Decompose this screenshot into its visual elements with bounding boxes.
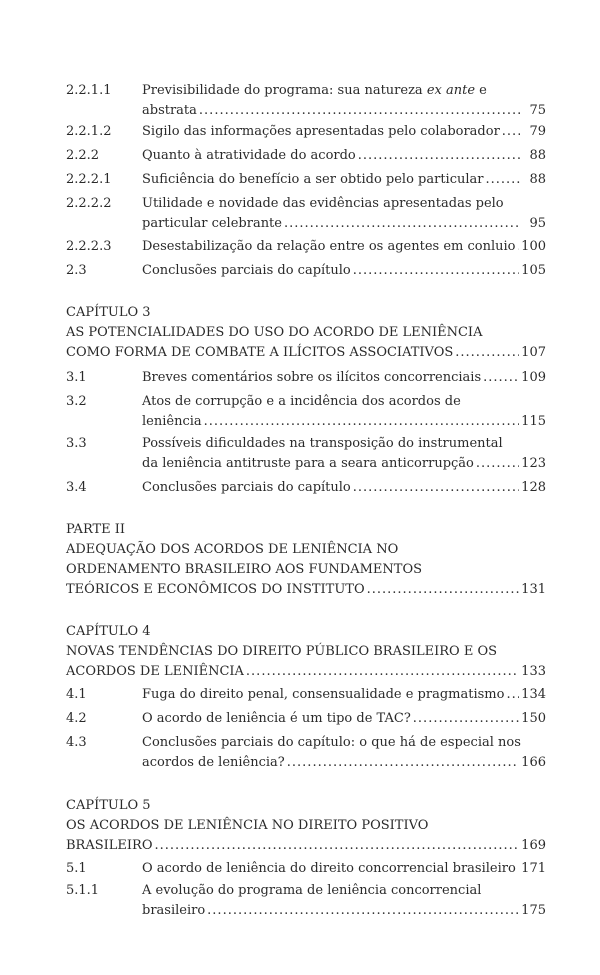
chapter-label: CAPÍTULO 4 [66,624,151,639]
entry-title: A evolução do programa de leniência concorrencial brasileiro ..... 175 [142,881,546,921]
dot-leader [358,146,520,166]
entry-number: 4.3 [66,735,87,750]
entry-title: Conclusões parciais do capítulo: o que há de especial nos acordos de leniência? ..... 166 [142,733,546,773]
entry-title: Conclusões parciais do capítulo ..... 105 [142,261,546,281]
entry-title: Conclusões parciais do capítulo ..... 128 [142,478,546,498]
page-number: 109 [521,370,546,385]
page-number: 79 [529,124,546,139]
chapter-label: CAPÍTULO 3 [66,305,151,320]
entry-number: 2.3 [66,263,87,278]
entry-title: Suficiência do benefício a ser obtido pelo particular ..... 88 [142,170,546,190]
entry-number: 4.2 [66,711,87,726]
dot-leader [199,101,520,121]
entry-title: Atos de corrupção e a incidência dos acordos de leniência ..... 115 [142,392,546,432]
entry-title-line1: Possíveis dificuldades na transposição do instrumental [142,436,503,451]
dot-leader [502,122,520,142]
page-number: 131 [521,582,546,597]
entry-number: 2.2.2.2 [66,196,112,211]
page-number: 123 [521,456,546,471]
part-2-heading: PARTE II ADEQUAÇÃO DOS ACORDOS DE LENIÊNCIA NO ORDENAMENTO BRASILEIRO AOS FUNDAMENTOS TEÓRICOS E ECONÔMICOS DO INSTITUTO ..... 131 [66,520,546,600]
page-number: 100 [521,239,546,254]
entry-title-line1: A evolução do programa de leniência concorrencial [142,883,482,898]
part-title-line2: ORDENAMENTO BRASILEIRO AOS FUNDAMENTOS [66,562,423,577]
dot-leader [518,237,520,257]
chapter-title-line1: NOVAS TENDÊNCIAS DO DIREITO PÚBLICO BRASILEIRO E OS [66,644,498,659]
part-label: PARTE II [66,522,126,537]
entry-title-line1: Previsibilidade do programa: sua natureza ex ante e [142,83,487,98]
chapter-title-line1: OS ACORDOS DE LENIÊNCIA NO DIREITO POSITIVO [66,818,429,833]
chapter-3-heading: CAPÍTULO 3 AS POTENCIALIDADES DO USO DO ACORDO DE LENIÊNCIA COMO FORMA DE COMBATE A ILÍCITOS ASSOCIATIVOS ..... 107 [66,303,546,363]
page-number: 107 [521,345,546,360]
entry-title: Desestabilização da relação entre os agentes em conluio ..... 100 [142,237,546,257]
entry-title: Possíveis dificuldades na transposição do instrumental da leniência antitruste para a seara anticorrupção ..... 123 [142,434,546,474]
dot-leader [367,580,520,600]
entry-number: 2.2.2.3 [66,239,112,254]
entry-title: Sigilo das informações apresentadas pelo colaborador ..... 79 [142,122,546,142]
dot-leader [353,261,519,281]
page-number: 150 [521,711,546,726]
entry-title: Previsibilidade do programa: sua natureza ex ante e abstrata ..... 75 [142,81,546,121]
dot-leader [246,662,519,682]
dot-leader [413,709,519,729]
page-number: 88 [529,148,546,163]
entry-title: Utilidade e novidade das evidências apresentadas pelo particular celebrante ..... 95 [142,194,546,234]
page-number: 175 [521,903,546,918]
entry-number: 3.2 [66,394,87,409]
dot-leader [455,343,519,363]
dot-leader [207,901,519,921]
page-number: 134 [521,687,546,702]
dot-leader [518,859,519,879]
page-number: 169 [521,838,546,853]
page-number: 133 [521,664,546,679]
chapter-title-line1: AS POTENCIALIDADES DO USO DO ACORDO DE LENIÊNCIA [66,325,483,340]
page-number: 171 [521,861,546,876]
chapter-4-heading: CAPÍTULO 4 NOVAS TENDÊNCIAS DO DIREITO PÚBLICO BRASILEIRO E OS ACORDOS DE LENIÊNCIA ..... 133 [66,622,546,682]
dot-leader [154,836,519,856]
entry-number: 2.2.1.1 [66,83,112,98]
chapter-label: CAPÍTULO 5 [66,798,151,813]
entry-title: O acordo de leniência do direito concorrencial brasileiro ..... 171 [142,859,546,879]
page-number: 115 [521,414,546,429]
dot-leader [483,368,519,388]
page-number: 166 [521,755,546,770]
page-number: 95 [529,216,546,231]
dot-leader [476,454,519,474]
entry-title: Breves comentários sobre os ilícitos concorrenciais ..... 109 [142,368,546,388]
dot-leader [204,412,520,432]
page-number: 128 [521,480,546,495]
entry-number: 3.1 [66,370,87,385]
entry-number: 5.1 [66,861,87,876]
page-number: 105 [521,263,546,278]
dot-leader [284,214,520,234]
entry-title: Quanto à atratividade do acordo ..... 88 [142,146,546,166]
dot-leader [506,685,519,705]
dot-leader [353,478,519,498]
chapter-5-heading: CAPÍTULO 5 OS ACORDOS DE LENIÊNCIA NO DIREITO POSITIVO BRASILEIRO ..... 169 [66,796,546,856]
page-number: 88 [529,172,546,187]
dot-leader [486,170,521,190]
entry-number: 4.1 [66,687,87,702]
entry-number: 5.1.1 [66,883,100,898]
entry-title: Fuga do direito penal, consensualidade e pragmatismo ..... 134 [142,685,546,705]
entry-title-line1: Utilidade e novidade das evidências apresentadas pelo [142,196,504,211]
entry-number: 2.2.1.2 [66,124,112,139]
dot-leader [287,753,519,773]
part-title-line1: ADEQUAÇÃO DOS ACORDOS DE LENIÊNCIA NO [66,542,399,557]
entry-number: 2.2.2 [66,148,100,163]
entry-title-line1: Atos de corrupção e a incidência dos acordos de [142,394,461,409]
entry-title: O acordo de leniência é um tipo de TAC? ..... 150 [142,709,546,729]
page-number: 75 [529,103,546,118]
entry-title-line1: Conclusões parciais do capítulo: o que há de especial nos [142,735,521,750]
entry-number: 3.3 [66,436,87,451]
entry-number: 3.4 [66,480,87,495]
entry-number: 2.2.2.1 [66,172,112,187]
